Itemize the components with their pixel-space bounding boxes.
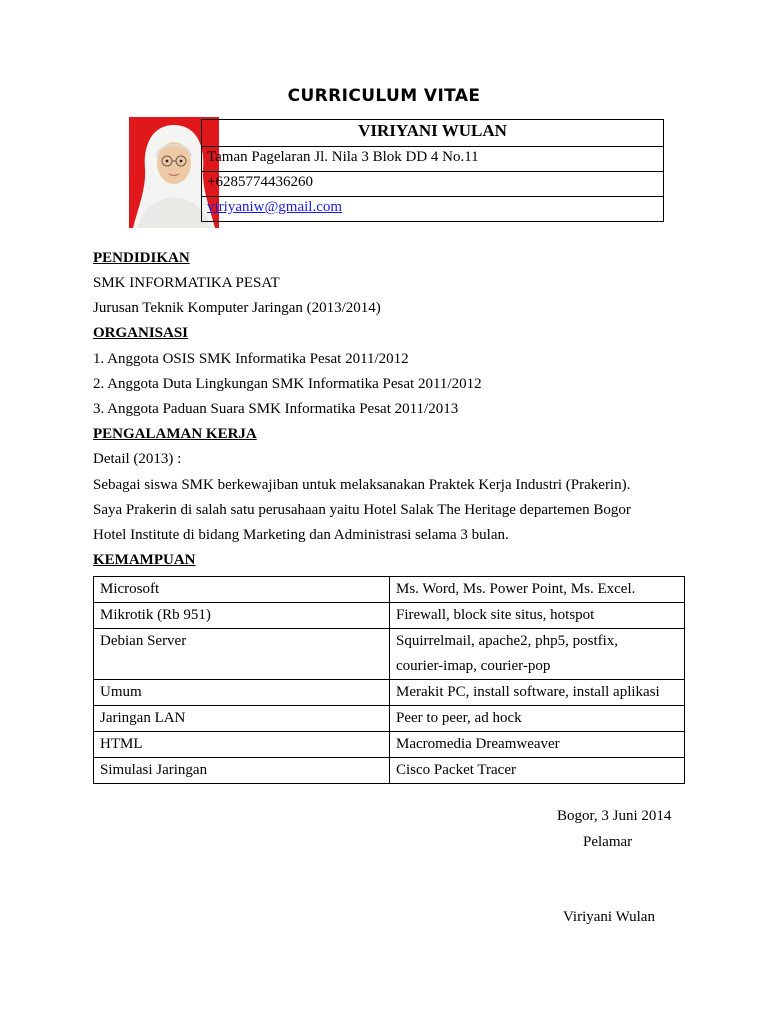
section-heading-kemampuan: KEMAMPUAN: [93, 552, 196, 568]
pengalaman-line: Sebagai siswa SMK berkewajiban untuk melaksanakan Praktek Kerja Industri (Prakerin).: [93, 477, 631, 493]
organisasi-item: 3. Anggota Paduan Suara SMK Informatika Pesat 2011/2013: [93, 401, 459, 417]
contact-table: [201, 119, 664, 222]
pengalaman-line: Hotel Institute di bidang Marketing dan Administrasi selama 3 bulan.: [93, 527, 509, 543]
section-heading-organisasi: ORGANISASI: [93, 325, 189, 341]
table-row: [94, 758, 685, 784]
section-heading-pengalaman: PENGALAMAN KERJA: [93, 426, 257, 442]
skill-detail-cell: Peer to peer, ad hock: [390, 706, 685, 732]
skill-cell: Umum: [94, 680, 390, 706]
organisasi-item: 2. Anggota Duta Lingkungan SMK Informatika Pesat 2011/2012: [93, 376, 482, 392]
skill-detail-line: courier-imap, courier-pop: [396, 658, 551, 674]
table-row: [94, 577, 685, 603]
skill-cell: Microsoft: [94, 577, 390, 603]
table-row: [94, 732, 685, 758]
school-major: Jurusan Teknik Komputer Jaringan (2013/2014): [93, 300, 381, 316]
table-row: [94, 680, 685, 706]
skill-cell: Mikrotik (Rb 951): [94, 603, 390, 629]
table-row: [94, 629, 685, 680]
skill-detail-cell: [390, 629, 685, 680]
skill-cell: Jaringan LAN: [94, 706, 390, 732]
skill-detail-cell: Macromedia Dreamweaver: [390, 732, 685, 758]
phone-number: +6285774436260: [202, 172, 664, 197]
skill-detail-cell: Cisco Packet Tracer: [390, 758, 685, 784]
skill-detail-cell: Firewall, block site situs, hotspot: [390, 603, 685, 629]
table-row: [94, 706, 685, 732]
table-row: [94, 603, 685, 629]
skill-cell: Debian Server: [94, 629, 390, 680]
organisasi-item: 1. Anggota OSIS SMK Informatika Pesat 2011/2012: [93, 351, 409, 367]
signature-name: Viriyani Wulan: [563, 909, 655, 925]
pengalaman-detail: Detail (2013) :: [93, 451, 182, 467]
skill-cell: HTML: [94, 732, 390, 758]
pengalaman-line: Saya Prakerin di salah satu perusahaan yaitu Hotel Salak The Heritage departemen Bogor: [93, 502, 631, 518]
section-heading-pendidikan: PENDIDIKAN: [93, 250, 190, 266]
document-title: CURRICULUM VITAE: [287, 86, 481, 106]
signature-role: Pelamar: [583, 834, 633, 850]
applicant-name: VIRIYANI WULAN: [202, 120, 664, 147]
skill-detail-cell: Merakit PC, install software, install aplikasi: [390, 680, 685, 706]
skill-detail-cell: Ms. Word, Ms. Power Point, Ms. Excel.: [390, 577, 685, 603]
school-name: SMK INFORMATIKA PESAT: [93, 275, 280, 291]
skill-detail-line: Squirrelmail, apache2, php5, postfix,: [396, 633, 619, 649]
email-link[interactable]: viriyaniw@gmail.com: [207, 199, 343, 215]
skills-table: [93, 576, 685, 784]
address: Taman Pagelaran Jl. Nila 3 Blok DD 4 No.11: [202, 147, 664, 172]
signature-place-date: Bogor, 3 Juni 2014: [557, 808, 672, 824]
skill-cell: Simulasi Jaringan: [94, 758, 390, 784]
